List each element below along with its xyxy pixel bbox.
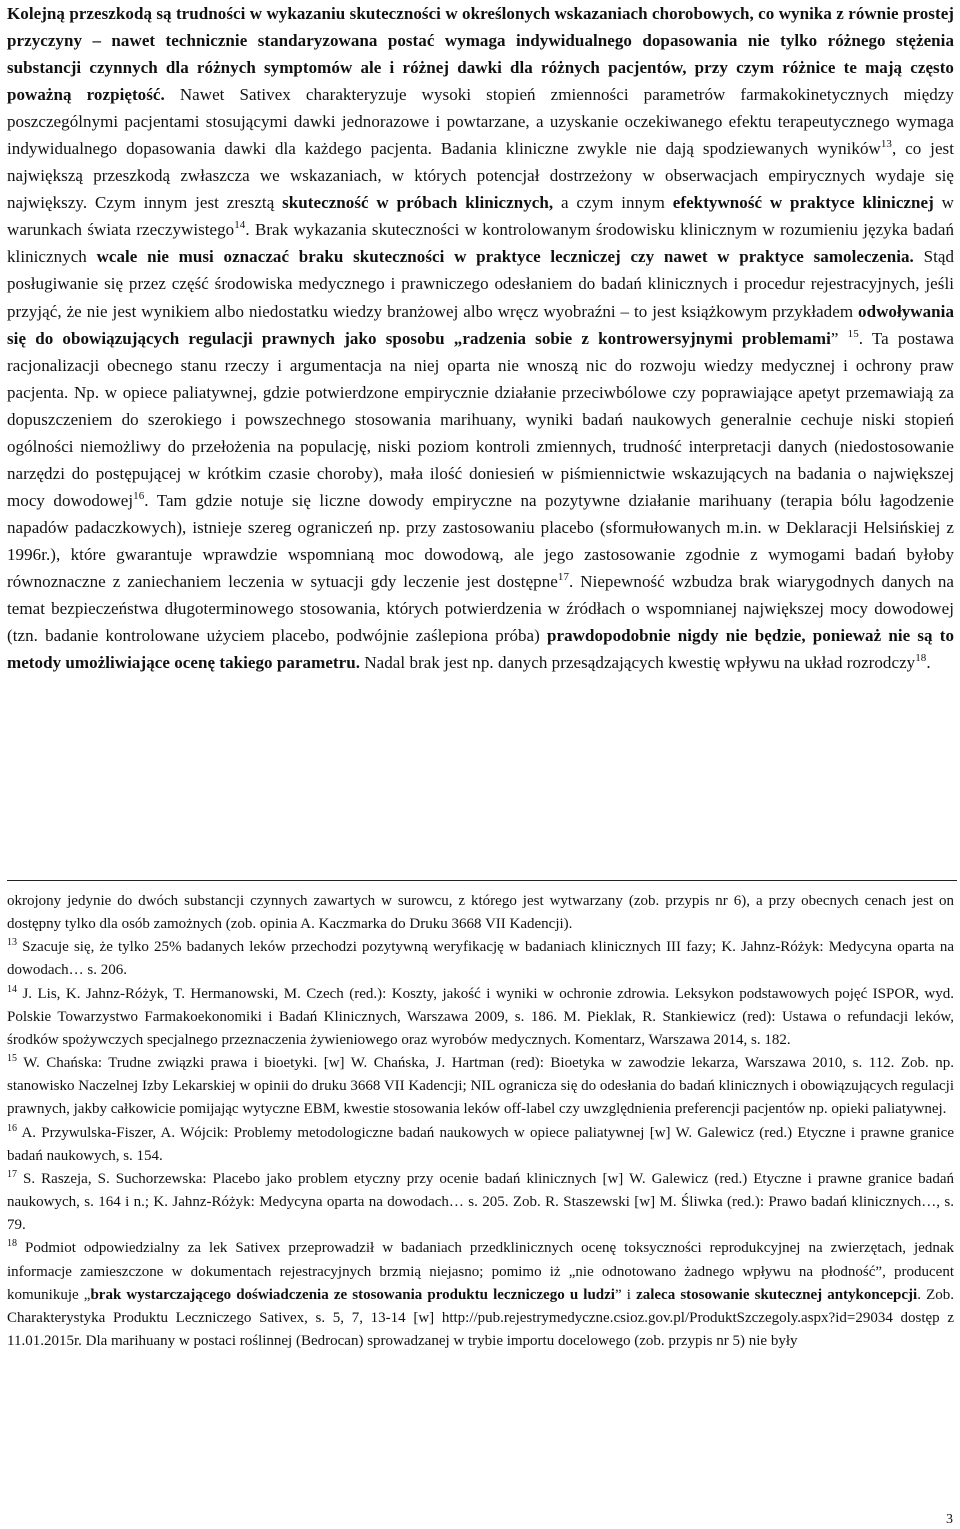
footnote-number: 15 <box>7 1053 17 1065</box>
footnotes <box>7 890 954 1353</box>
footnote-continuation: okrojony jedynie do dwóch substancji czynnych zawartych w surowcu, z którego jest wytwarzany (zob. przypis nr 6), a przy obecnych cenach jest on dostępny tylko dla osób zamożnych (zob. opinia A. Kaczmarka do Druku 3668 VII Kadencji). <box>7 893 954 933</box>
footnote-text: ” i <box>614 1286 637 1303</box>
footnote-text: Szacuje się, że tylko 25% badanych leków przechodzi pozytywną weryfikację w badaniach klinicznych III fazy; K. Jahnz-Różyk: Medycyna oparta na dowodach… s. 206. <box>7 939 954 979</box>
footnote-13 <box>7 936 954 982</box>
footnote-number: 16 <box>7 1122 17 1134</box>
footnote-text: W. Chańska: Trudne związki prawa i bioetyki. [w] W. Chańska, J. Hartman (red): Bioetyka w zawodzie lekarza, Warszawa 2010, s. 112. Zob. np. stanowisko Naczelnej Izby Lekarskiej w opinii do druku 3668 VII Kadencji; NIL ogranicza się do odesłania do badań klinicznych i obowiązujących regulacji prawnych, jakby całkowicie pomijając wytyczne EBM, kwestie stosowania leków off-label czy uwzględnienia preferencji pacjentów np. opieki paliatywnej. <box>7 1055 954 1118</box>
body-text: a czym innym <box>553 193 673 213</box>
footnote-ref-13[interactable]: 13 <box>880 138 892 151</box>
footnote-text: J. Lis, K. Jahnz-Różyk, T. Hermanowski, M. Czech (red.): Koszty, jakość i wyniki w ochronie zdrowia. Leksykon podstawowych pojęć ISPOR, wyd. Polskie Towarzystwo Farmakoekonomiki i Badań Klinicznych, Warszawa 2009, s. 186. M. Pieklak, R. Stankiewicz (red): Ustawa o refundacji leków, środków spożywczych specjalnego przeznaczenia żywieniowego oraz wyrobów medycznych. Komentarz, Warszawa 2014, s. 182. <box>7 985 954 1048</box>
body-text: . Tam gdzie notuje się liczne dowody empiryczne na pozytywne działanie marihuany (terapia bólu łagodzenie napadów padaczkowych), istnieje szereg ograniczeń np. przy zastosowaniu placebo (sformułowanych m.in. w Deklaracji Helsińskiej z 1996r.), które gwarantuje wprawdzie wspomnianą moc dowodową, ale jego zastosowanie zgodnie z wymogami badań byłoby równoznaczne z zaniechaniem leczenia w sytuacji gdy leczenie jest dostępne <box>7 490 954 591</box>
bold-text: wcale nie musi oznaczać braku skuteczności w praktyce leczniczej czy nawet w praktyce samoleczenia. <box>96 247 914 267</box>
body-text: Stąd posługiwanie się przez część środowiska medycznego i prawniczego odesłaniem do badań klinicznych i procedur rejestracyjnych, jeśli przyjąć, że nie jest wynikiem albo niedostatku wiedzy branżowej albo wręcz wyobraźni – to jest książkowym przykładem <box>7 247 954 321</box>
body-text: , co jest największą przeszkodą zwłaszcza we wskazaniach, w których potencjał dostrzeżony w obserwacjach empirycznych wydaje się największy. Czym innym jest zresztą <box>7 139 954 213</box>
footnote-14 <box>7 983 954 1052</box>
body-text: . Ta postawa racjonalizacji obecnego stanu rzeczy i argumentacja na niej oparta nie wnoszą nic do rozwoju wiedzy medycznej i ochrony praw pacjenta. Np. w opiece paliatywnej, gdzie potwierdzone empirycznie działanie przeciwbólowe czy poprawiające apetyt przemawiają za dopuszczeniem do szerokiego i powszechnego stosowania marihuany, wyniki badań naukowych generalnie cechuje niski stopień ogólności niemożliwy do przełożenia na populację, niski poziom kontroli zmiennych, trudność interpretacji danych (niedostosowanie narzędzi do postępującej w krótkim czasie choroby), mała ilość doniesień w piśmiennictwie wskazujących na badania o największej mocy dowodowej <box>7 328 954 510</box>
footnote-15 <box>7 1052 954 1121</box>
footnote-ref-15[interactable]: 15 <box>847 327 859 340</box>
bold-text: prawdopodobnie nigdy nie będzie, ponieważ nie są to metody umożliwiające ocenę takiego parametru. <box>7 626 955 673</box>
footnote-separator <box>7 880 957 881</box>
footnote-16 <box>7 1122 954 1168</box>
body-text: w warunkach świata rzeczywistego <box>7 193 954 240</box>
footnote-number: 17 <box>7 1168 17 1180</box>
bold-text: Kolejną przeszkodą są trudności w wykazaniu skuteczności w określonych wskazaniach chorobowych, co wynika z równie prostej przyczyny – nawet technicznie standaryzowana postać wymaga indywidualnego dopasowania nie tylko różnego stężenia substancji czynnych dla różnych symptomów ale i różnej dawki dla różnych pacjentów, przy czym różnice te mają często poważną rozpiętość. <box>7 4 954 105</box>
footnote-bold-text: brak wystarczającego doświadczenia ze stosowania produktu leczniczego u ludzi <box>90 1286 615 1303</box>
footnote-18 <box>7 1237 954 1353</box>
footnote-ref-14[interactable]: 14 <box>234 219 246 232</box>
body-text: . <box>926 653 931 673</box>
page-number: 3 <box>946 1512 953 1527</box>
footnote-number: 14 <box>7 983 17 995</box>
footnote-ref-17[interactable]: 17 <box>557 570 569 583</box>
body-text: . Niepewność wzbudza brak wiarygodnych danych na temat bezpieczeństwa długoterminowego stosowania, których potwierdzenia w źródłach o wspomnianej największej mocy dowodowej (tzn. badanie kontrolowane użyciem placebo, podwójnie zaślepiona próba) <box>7 571 955 646</box>
bold-text: skuteczność w próbach klinicznych, <box>282 193 554 213</box>
main-paragraph <box>7 0 954 676</box>
footnote-text: S. Raszeja, S. Suchorzewska: Placebo jako problem etyczny przy ocenie badań klinicznych [w] W. Galewicz (red.) Etyczne i prawne granice badań naukowych, s. 164 i n.; K. Jahnz-Różyk: Medycyna oparta na dowodach… s. 205. Zob. R. Staszewski [w] M. Śliwka (red.): Prawo badań klinicznych…, s. 79. <box>7 1170 954 1234</box>
body-text: Nawet Sativex charakteryzuje wysoki stopień zmienności parametrów farmakokinetycznych między poszczególnymi pacjentami stosującymi dawki jednorazowe i powtarzane, a uzyskanie oczekiwanego efektu terapeutycznego wymaga indywidualnego dopasowania dawki dla każdego pacjenta. Badania kliniczne zwykle nie dają spodziewanych wyników <box>7 85 954 159</box>
bold-text: odwoływania się do obowiązujących regulacji prawnych jako sposobu „radzenia sobie z kontrowersyjnymi problemami <box>7 301 954 348</box>
body-text: . Brak wykazania skuteczności w kontrolowanym środowisku klinicznym w rozumieniu języka badań klinicznych <box>7 220 954 267</box>
footnote-ref-18[interactable]: 18 <box>915 652 927 665</box>
footnote-text: A. Przywulska-Fiszer, A. Wójcik: Problemy metodologiczne badań naukowych w opiece paliatywnej [w] W. Galewicz (red.) Etyczne i prawne granice badań naukowych, s. 154. <box>7 1124 954 1164</box>
body-text: Nadal brak jest np. danych przesądzających kwestię wpływu na układ rozrodczy <box>360 653 916 673</box>
bold-text: efektywność w praktyce klinicznej <box>672 193 934 213</box>
footnote-17 <box>7 1168 954 1237</box>
footnote-bold-text: zaleca stosowanie skutecznej antykoncepcji <box>636 1286 918 1303</box>
footnote-number: 18 <box>7 1238 17 1250</box>
body-text: ” <box>830 328 848 348</box>
footnote-text: Podmiot odpowiedzialny za lek Sativex przeprowadził w badaniach przedklinicznych ocenę toksyczności reprodukcyjnej na zwierzętach, jednak informacje zamieszczone w dokumentach rejestracyjnych brzmią niejasno; pomimo iż „nie odnotowano żadnego wpływu na płodność”, producent komunikuje „ <box>7 1240 954 1303</box>
footnote-number: 13 <box>7 937 17 949</box>
footnote-ref-16[interactable]: 16 <box>133 489 145 502</box>
footnote-text: . Zob. Charakterystyka Produktu Leczniczego Sativex, s. 5, 7, 13-14 [w] http://pub.rejestrymedyczne.csioz.gov.pl/ProduktSzczegoly.aspx?id=29034 dostęp z 11.01.2015r. Dla marihuany w postaci roślinnej (Bedrocan) sprowadzanej w trybie importu docelowego (zob. przypis nr 5) nie były <box>7 1286 955 1349</box>
